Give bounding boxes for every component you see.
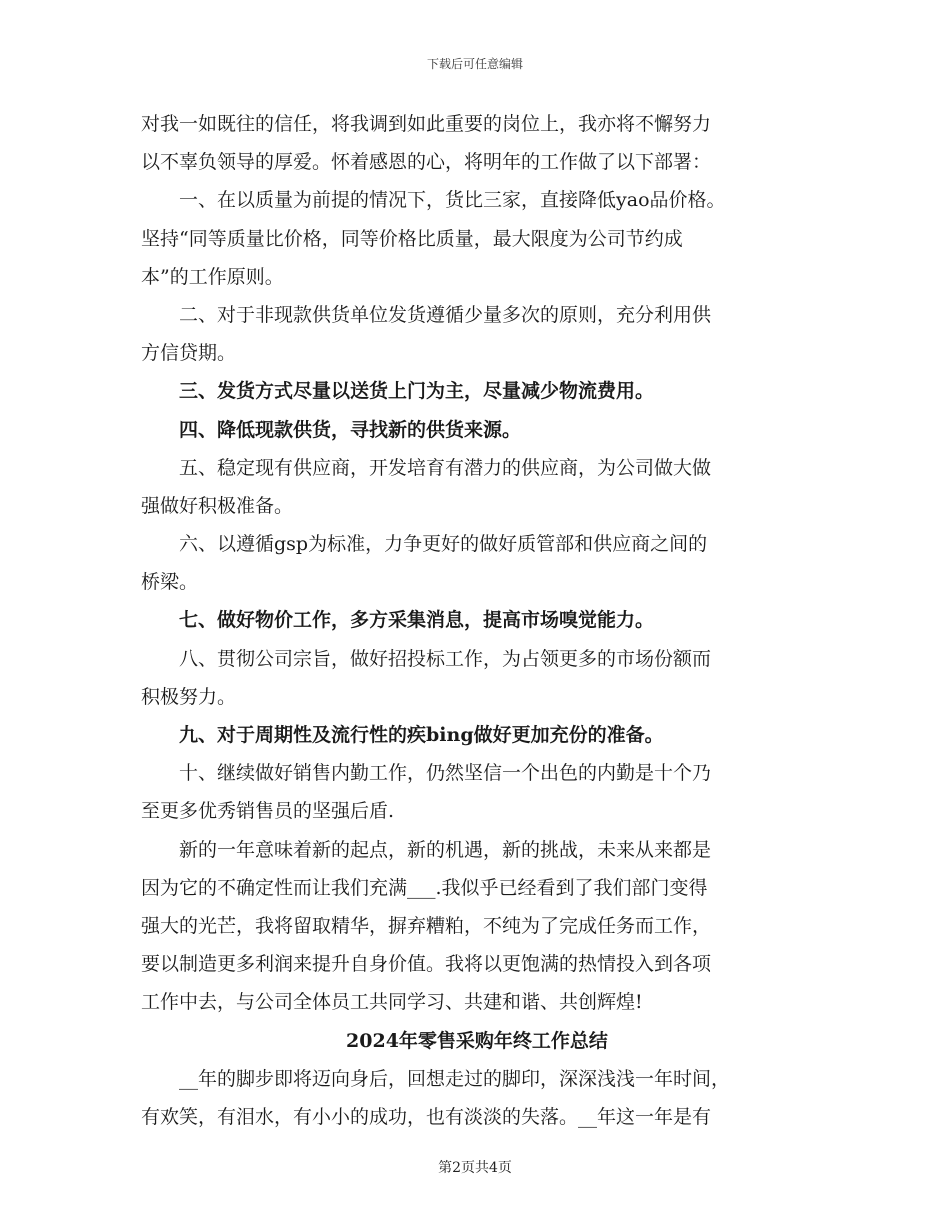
text-line: 积极努力。 [141,685,237,708]
document-body [141,105,813,1136]
text-line: 工作中去，与公司全体员工共同学习、共建和谐、共创辉煌! [141,991,643,1014]
page-header: 下载后可任意编辑 [426,57,523,71]
text-line: 八、贯彻公司宗旨，做好招投标工作，为占领更多的市场份额而 [179,647,712,670]
text-line: 强做好积极准备。 [141,494,294,517]
text-line: 因为它的不确定性而让我们充满___.我似乎已经看到了我们部门变得 [141,876,708,899]
text-line: 本”的工作原则。 [141,265,284,288]
text-line: 桥梁。 [141,571,199,594]
text-line: 二、对于非现款供货单位发货遵循少量多次的原则，充分利用供 [179,303,712,326]
text-line: 六、以遵循gsp为标准，力争更好的做好质管部和供应商之间的 [179,533,708,556]
text-line: 方信贷期。 [141,342,237,365]
text-line: 对我一如既往的信任，将我调到如此重要的岗位上，我亦将不懈努力 [141,113,712,135]
text-line: 四、降低现款供货，寻找新的供货来源。 [179,418,522,441]
text-line: 以不辜负领导的厚爱。怀着感恩的心，将明年的工作做了以下部署： [141,151,712,174]
text-line: 新的一年意味着新的起点，新的机遇，新的挑战，未来从来都是 [179,838,712,861]
text-line: 有欢笑，有泪水，有小小的成功，也有淡淡的失落。__年这一年是有 [141,1105,712,1128]
text-line: 十、继续做好销售内勤工作，仍然坚信一个出色的内勤是十个乃 [179,762,712,785]
text-line: 三、发货方式尽量以送货上门为主，尽量减少物流费用。 [179,380,655,403]
text-line: __年的脚步即将迈向身后，回想走过的脚印，深深浅浅一年时间， [179,1067,731,1090]
text-line: 一、在以质量为前提的情况下，货比三家，直接降低yao品价格。 [179,189,726,212]
text-line: 坚持“同等质量比价格，同等价格比质量，最大限度为公司节约成 [141,227,683,250]
text-line: 强大的光芒，我将留取精华，摒弃糟粕，不纯为了完成任务而工作， [141,914,712,937]
page-footer: 第2页共4页 [438,1160,512,1176]
section-title: 2024年零售采购年终工作总结 [346,1029,608,1052]
text-line: 要以制造更多利润来提升自身价值。我将以更饱满的热情投入到各项 [141,953,712,976]
text-line: 五、稳定现有供应商，开发培育有潜力的供应商，为公司做大做 [179,456,712,479]
text-line: 至更多优秀销售员的坚强后盾. [141,800,395,823]
text-line: 七、做好物价工作，多方采集消息，提高市场嗅觉能力。 [179,609,655,632]
text-line: 九、对于周期性及流行性的疾bing做好更加充份的准备。 [179,724,664,746]
